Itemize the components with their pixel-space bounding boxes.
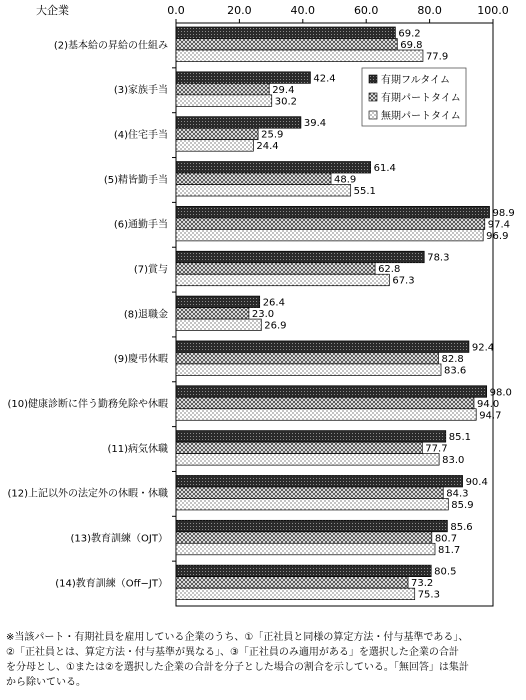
category-label: (7)賞与 (133, 264, 168, 276)
bar-series-2 (176, 319, 261, 331)
value-label: 77.9 (425, 51, 449, 63)
bar-series-0 (176, 27, 395, 39)
bar-series-0 (176, 162, 371, 174)
bar-series-1 (176, 577, 408, 589)
legend-swatch-1 (369, 93, 377, 101)
category-label: (5)精皆勤手当 (103, 174, 168, 186)
x-axis-ticks (167, 4, 509, 23)
value-label: 84.3 (446, 488, 469, 500)
x-tick-label: 100.0 (477, 4, 509, 17)
value-label: 90.4 (465, 476, 488, 488)
category-label: (4)住宅手当 (113, 129, 168, 141)
legend-swatch-2 (369, 111, 377, 119)
legend-swatch-0 (369, 75, 377, 83)
bar-series-0 (176, 386, 487, 398)
value-label: 92.4 (471, 342, 495, 354)
value-label: 69.2 (398, 28, 421, 40)
value-label: 98.9 (492, 207, 515, 219)
value-label: 61.4 (373, 163, 396, 175)
value-label: 85.9 (451, 499, 474, 511)
bar-series-0 (176, 475, 463, 487)
bar-series-1 (176, 39, 397, 51)
category-label: (12)上記以外の法定外の休暇・休職 (7, 488, 168, 500)
category-label: (6)通勤手当 (113, 219, 168, 231)
legend (362, 68, 466, 126)
bar-series-1 (176, 128, 258, 140)
value-label: 75.3 (417, 589, 440, 601)
category-label: (13)教育訓練（OJT） (70, 533, 168, 545)
bar-series-0 (176, 72, 310, 84)
value-label: 67.3 (392, 275, 415, 287)
value-label: 85.6 (450, 521, 473, 533)
bar-series-2 (176, 50, 423, 62)
bar-series-2 (176, 274, 389, 286)
bar-series-0 (176, 431, 446, 443)
bar-series-1 (176, 173, 331, 185)
bar-series-1 (176, 218, 485, 230)
category-label: (10)健康診断に伴う勤務免除や休暇 (7, 399, 168, 411)
bar-series-0 (176, 206, 490, 218)
value-label: 29.4 (272, 84, 295, 96)
value-label: 26.4 (262, 297, 285, 309)
value-label: 81.7 (437, 544, 461, 556)
value-label: 97.4 (487, 219, 511, 231)
category-label: (3)家族手当 (113, 85, 168, 97)
x-tick-label: 80.0 (417, 4, 442, 17)
chart-title: 大企業 (36, 4, 69, 17)
bar-series-2 (176, 185, 351, 197)
category-labels (7, 38, 176, 589)
legend-label-1: 有期パートタイム (381, 93, 461, 104)
category-label: (2)基本給の昇給の仕組み (53, 40, 168, 52)
category-label: (8)退職金 (123, 309, 168, 321)
bar-series-2 (176, 543, 435, 555)
bar-series-0 (176, 341, 469, 353)
legend-label-0: 有期フルタイム (381, 75, 450, 86)
value-label: 83.6 (444, 365, 467, 377)
x-tick-label: 0.0 (167, 4, 185, 17)
bar-series-1 (176, 397, 474, 409)
value-label: 85.1 (448, 432, 472, 444)
value-label: 83.0 (442, 455, 465, 467)
value-label: 82.8 (441, 353, 464, 365)
bar-series-2 (176, 454, 439, 466)
value-label: 94.0 (476, 398, 500, 410)
bar-series-1 (176, 308, 249, 320)
legend-label-2: 無期パートタイム (381, 111, 461, 122)
value-label: 94.7 (479, 410, 502, 422)
value-label: 96.9 (486, 230, 509, 242)
category-label: (11)病気休職 (107, 443, 168, 455)
value-label: 78.3 (427, 252, 450, 264)
value-label: 98.0 (489, 387, 512, 399)
value-label: 26.9 (264, 320, 287, 332)
bar-series-2 (176, 588, 415, 600)
footnote: ※当該パート・有期社員を雇用している企業のうち、①「正社員と同様の算定方法・付与基準である」、 ②「正社員とは、算定方法・付与基準が異なる」、③「正社員のみ適用がある」を選択した企業の合計 を分母とし、①または②を選択した企業の合計を分子とした場合の割合を示している。「無回答」は集計 から除いている。 (6, 632, 469, 688)
bar-series-1 (176, 352, 438, 364)
value-label: 24.4 (256, 141, 279, 153)
bar-series-0 (176, 296, 260, 308)
value-label: 80.7 (434, 533, 458, 545)
value-label: 69.8 (400, 40, 423, 51)
bar-series-2 (176, 409, 476, 421)
bar-series-1 (176, 263, 375, 275)
value-label: 73.2 (411, 578, 434, 590)
bar-series-2 (176, 229, 483, 241)
value-label: 77.7 (425, 443, 448, 455)
x-tick-label: 40.0 (290, 4, 316, 17)
bar-series-1 (176, 442, 422, 454)
value-label: 23.0 (251, 309, 275, 321)
category-label: (14)教育訓練（Off−JT） (55, 578, 168, 590)
bar-series-2 (176, 364, 441, 376)
value-label: 42.4 (313, 73, 336, 85)
bar-series-0 (176, 117, 301, 129)
value-label: 62.8 (378, 264, 401, 276)
bar-series-2 (176, 95, 272, 107)
bar-series-0 (176, 520, 447, 532)
bar-series-2 (176, 140, 253, 152)
bar-series-1 (176, 83, 269, 95)
bar-series-1 (176, 487, 443, 499)
value-label: 80.5 (434, 566, 457, 578)
category-label: (9)慶弔休暇 (113, 354, 168, 366)
bar-series-0 (176, 565, 431, 577)
value-label: 55.1 (353, 186, 376, 198)
value-label: 39.4 (303, 118, 327, 130)
value-label: 30.2 (274, 96, 297, 108)
value-label: 25.9 (261, 129, 284, 141)
bar-series-1 (176, 532, 432, 544)
bar-series-2 (176, 498, 448, 510)
value-label: 48.9 (334, 174, 357, 186)
x-tick-label: 60.0 (353, 4, 379, 17)
x-tick-label: 20.0 (227, 4, 252, 17)
bar-series-0 (176, 251, 424, 263)
